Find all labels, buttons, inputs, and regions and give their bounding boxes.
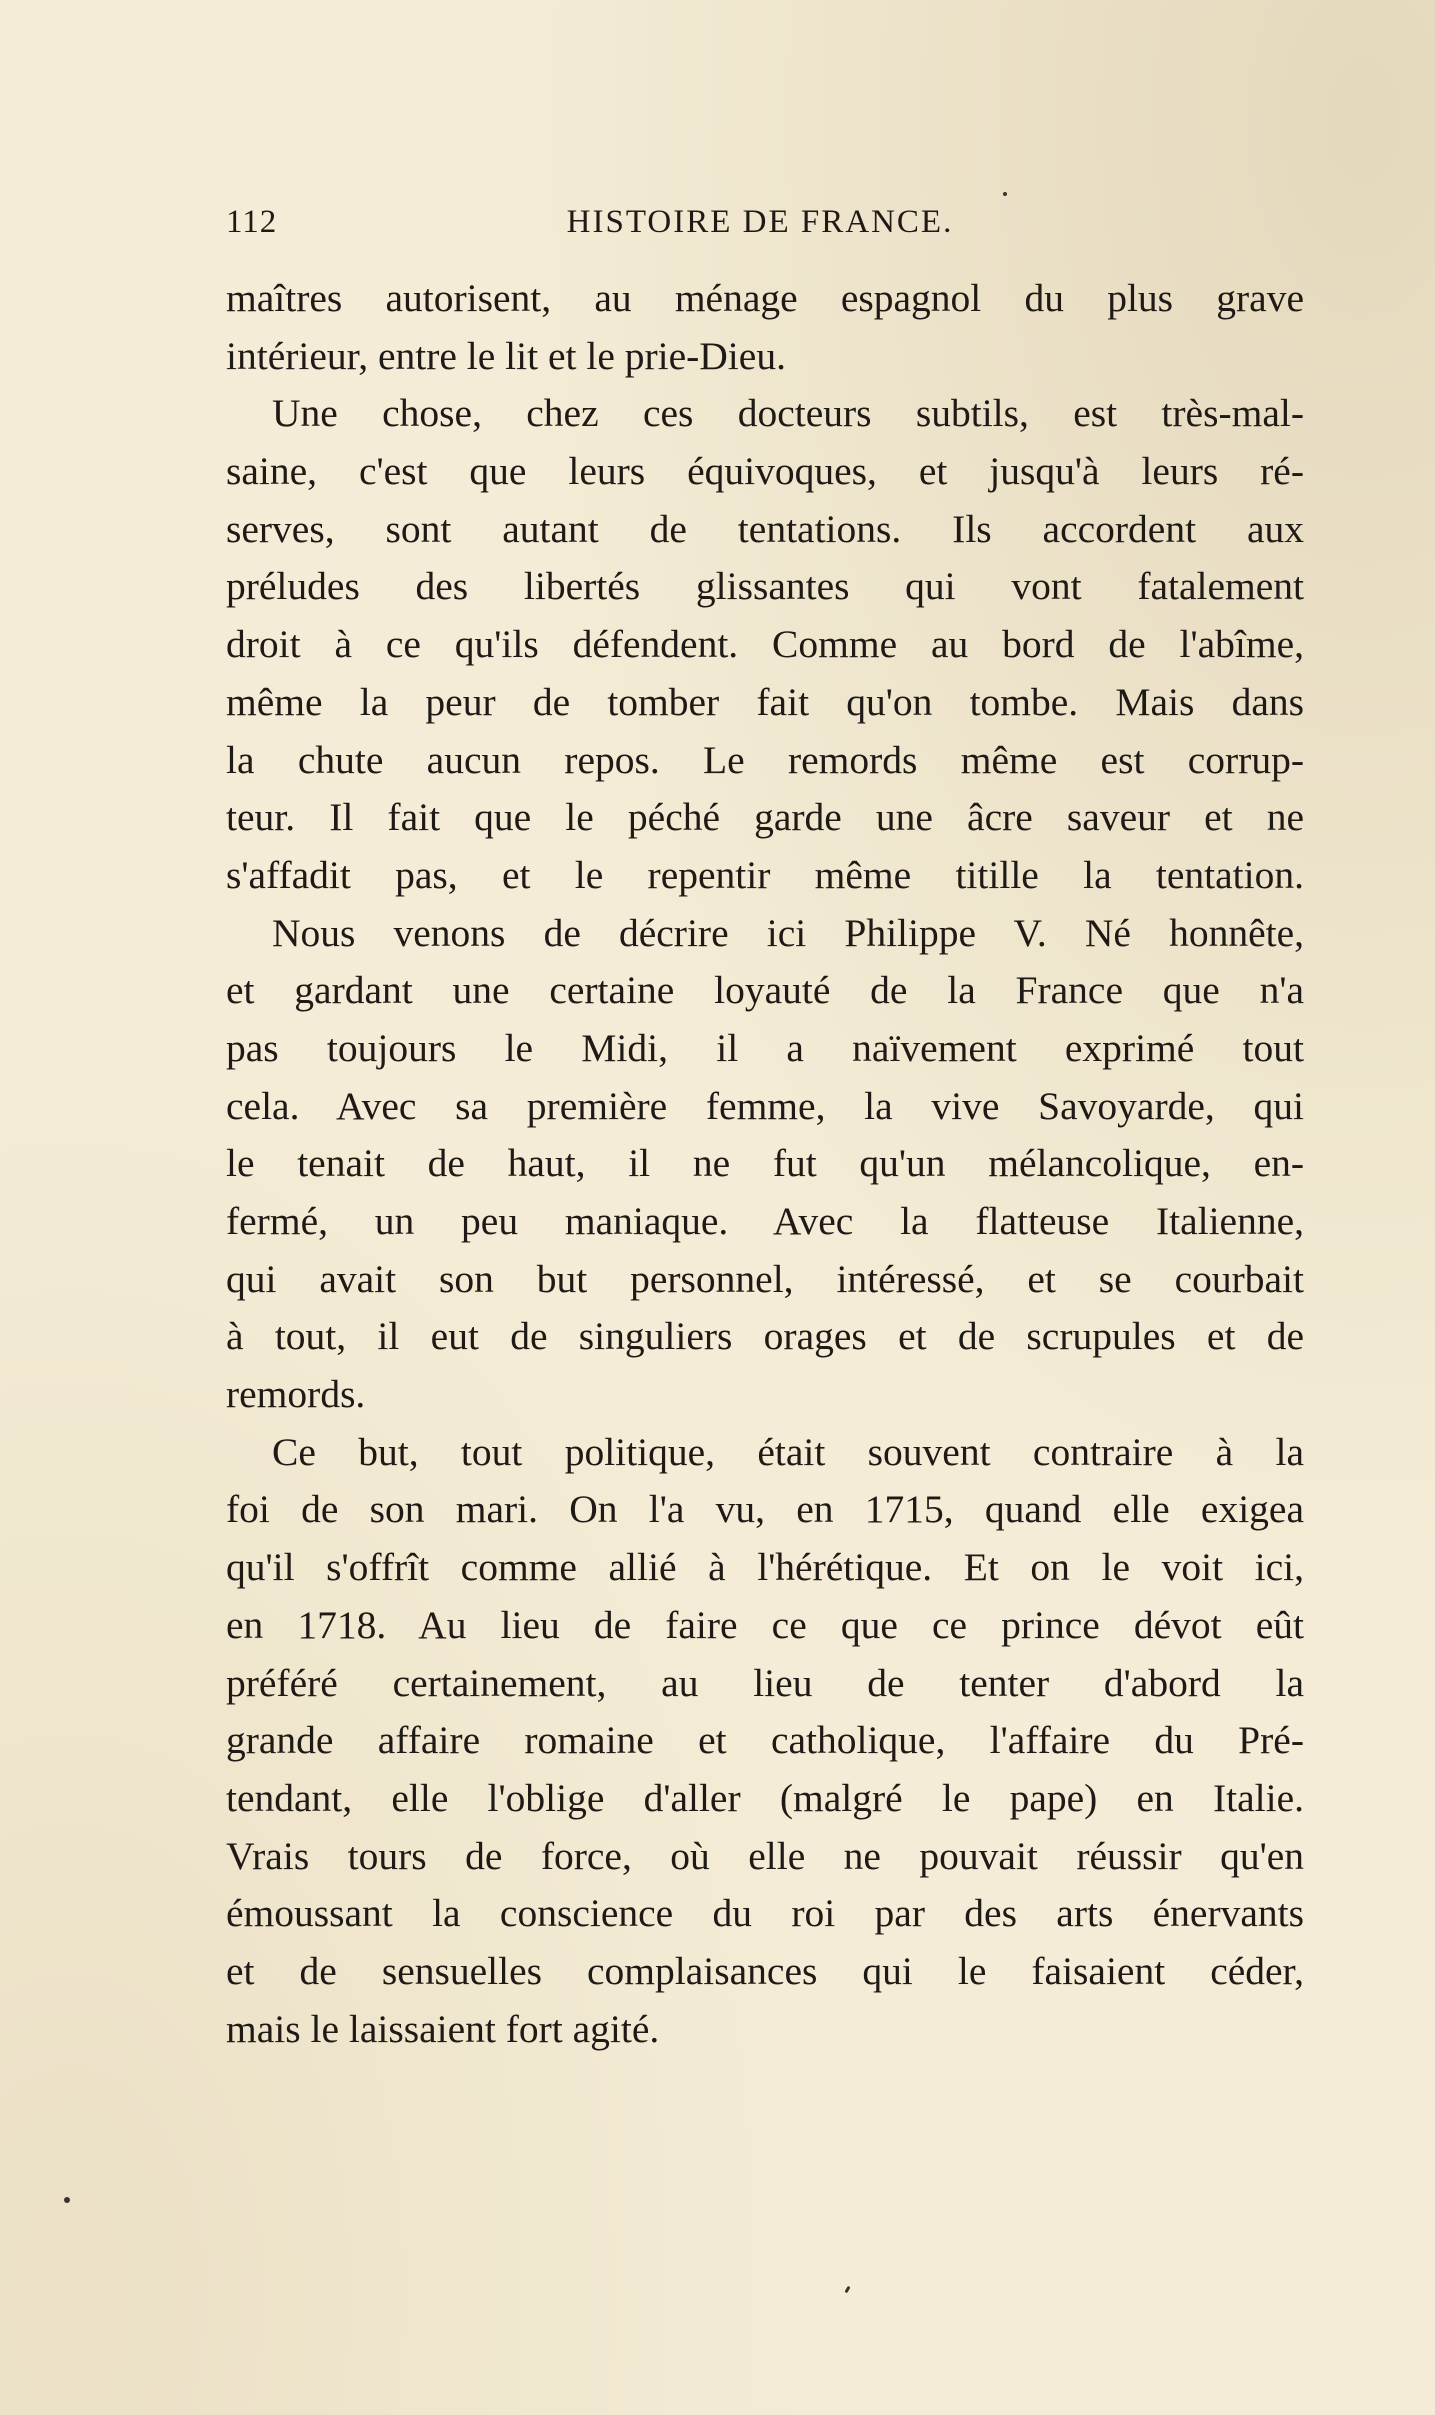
text-line: Nous venons de décrire ici Philippe V. Né honnête, — [272, 910, 1304, 955]
text-line: et gardant une certaine loyauté de la France que n'a — [226, 968, 1304, 1013]
text-line: cela. Avec sa première femme, la vive Savoyarde, qui — [226, 1083, 1304, 1128]
text-line: préféré certainement, au lieu de tenter d'abord la — [226, 1660, 1304, 1705]
text-line: fermé, un peu maniaque. Avec la flatteuse Italienne, — [226, 1199, 1304, 1243]
text-line: pas toujours le Midi, il a naïvement exprimé tout — [226, 1025, 1304, 1070]
text-line: émoussant la conscience du roi par des arts énervants — [226, 1891, 1304, 1936]
text-line: droit à ce qu'ils défendent. Comme au bord de l'abîme, — [226, 622, 1304, 667]
text-line: teur. Il fait que le péché garde une âcre saveur et ne — [226, 795, 1304, 840]
text-line: grande affaire romaine et catholique, l'affaire du Pré- — [226, 1718, 1304, 1763]
paragraph-2 — [226, 385, 1304, 904]
text-line: en 1718. Au lieu de faire ce que ce prince dévot eût — [226, 1602, 1304, 1647]
paragraph-3 — [226, 905, 1304, 1424]
text-line: même la peur de tomber fait qu'on tombe. Mais dans — [226, 679, 1304, 724]
text-line: la chute aucun repos. Le remords même est corrup- — [226, 737, 1304, 782]
text-line: Vrais tours de force, où elle ne pouvait réussir qu'en — [226, 1833, 1304, 1878]
text-line: Une chose, chez ces docteurs subtils, est très-mal- — [272, 391, 1304, 436]
text-line: serves, sont autant de tentations. Ils accordent aux — [226, 506, 1304, 551]
text-line: le tenait de haut, il ne fut qu'un mélancolique, en- — [226, 1141, 1304, 1186]
body-text — [226, 270, 1304, 2058]
ink-speck — [64, 2197, 70, 2203]
text-line: qui avait son but personnel, intéressé, et se courbait — [226, 1256, 1304, 1301]
text-line: maîtres autorisent, au ménage espagnol du plus grave — [226, 276, 1304, 320]
text-line: et de sensuelles complaisances qui le faisaient céder, — [226, 1948, 1304, 1993]
paragraph-4 — [226, 1424, 1304, 2059]
text-line: saine, c'est que leurs équivoques, et jusqu'à leurs ré- — [226, 449, 1304, 494]
text-line: qu'il s'offrît comme allié à l'hérétique. Et on le voit ici, — [226, 1545, 1304, 1590]
text-line: préludes des libertés glissantes qui vont fatalement — [226, 564, 1304, 609]
paragraph-1 — [226, 270, 1304, 385]
text-line: mais le laissaient fort agité. — [226, 2006, 660, 2051]
text-line: tendant, elle l'oblige d'aller (malgré le pape) en Italie. — [226, 1775, 1304, 1820]
ink-speck — [1003, 192, 1007, 196]
ink-speck — [844, 2286, 850, 2294]
text-line: s'affadit pas, et le repentir même titille la tentation. — [226, 852, 1304, 897]
page-header — [226, 200, 1294, 250]
text-line: Ce but, tout politique, était souvent contraire à la — [272, 1429, 1304, 1474]
text-line: intérieur, entre le lit et le prie-Dieu. — [226, 333, 786, 378]
running-title: HISTOIRE DE FRANCE. — [566, 204, 954, 240]
text-line: foi de son mari. On l'a vu, en 1715, quand elle exigea — [226, 1487, 1304, 1532]
text-line: remords. — [226, 1372, 366, 1417]
page-number: 112 — [226, 204, 278, 240]
text-line: à tout, il eut de singuliers orages et de scrupules et de — [226, 1314, 1304, 1359]
